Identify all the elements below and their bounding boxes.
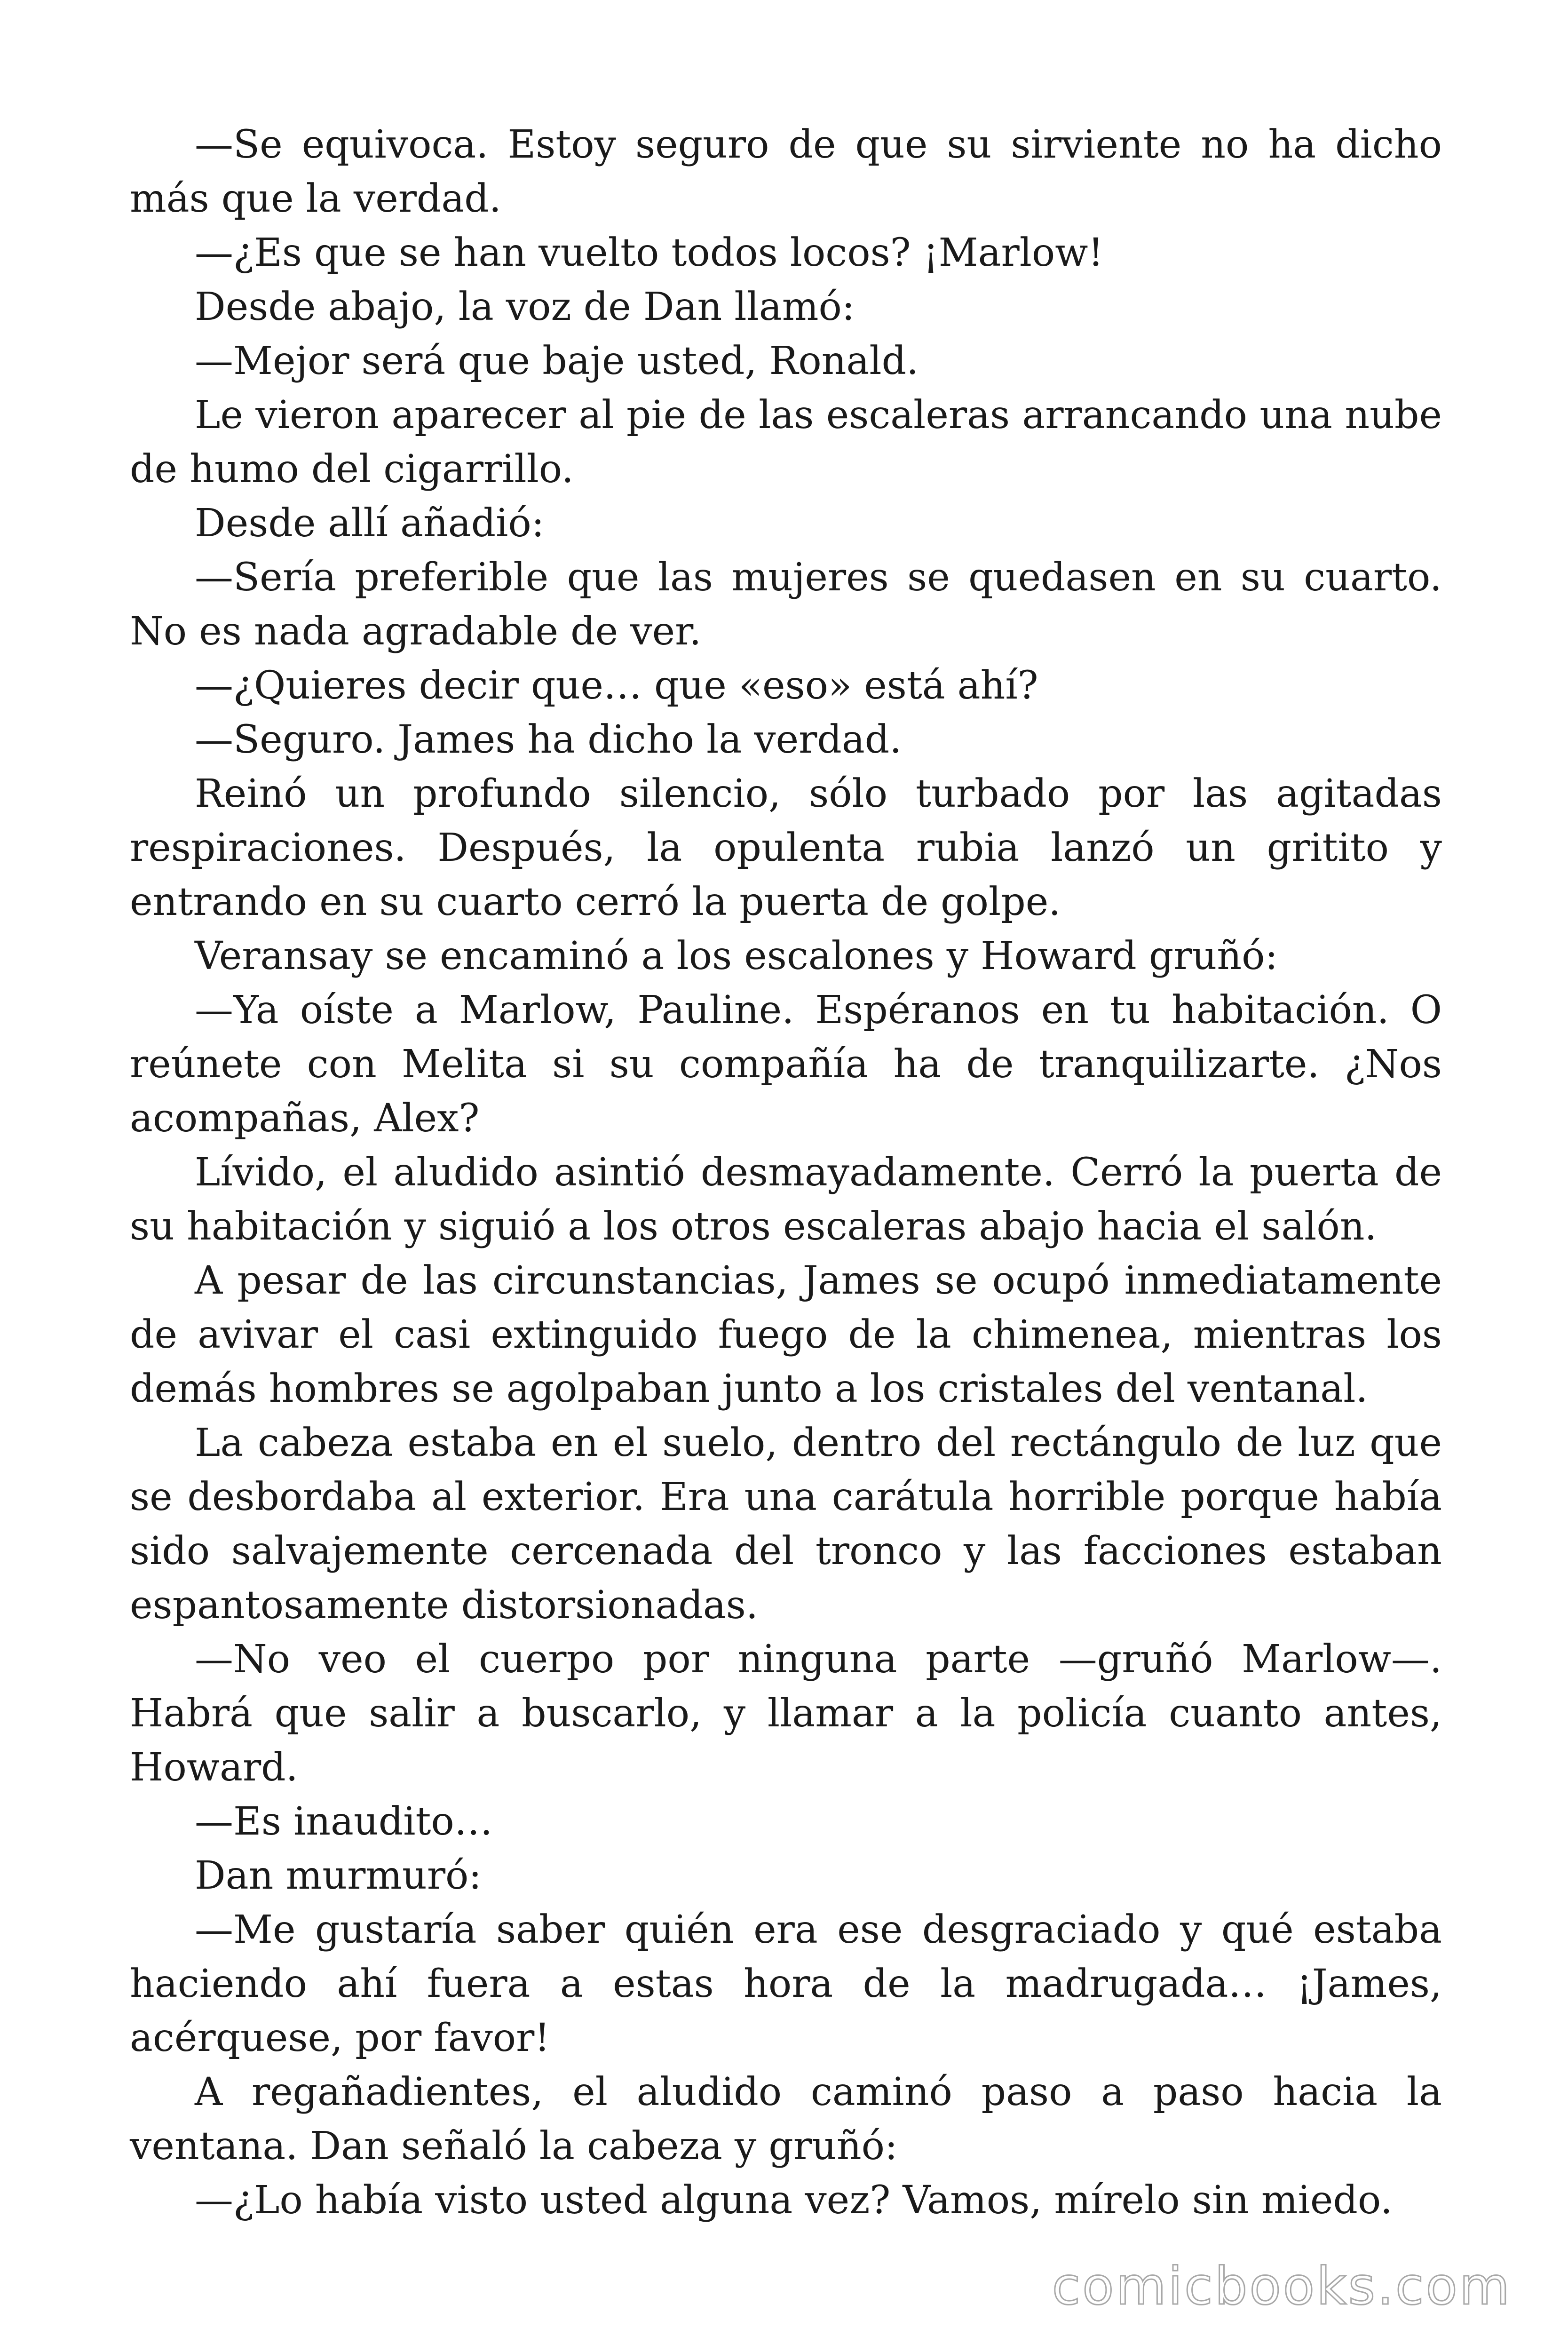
paragraph: A pesar de las circunstancias, James se ocupó inmediatamente de avivar el casi extinguido fuego de la chimenea, mientras los demás hombres se agolpaban junto a los cristales del ventanal. <box>130 1258 1442 1411</box>
paragraph: —¿Lo había visto usted alguna vez? Vamos, mírelo sin miedo. <box>195 2178 1393 2223</box>
paragraph: A regañadientes, el aludido caminó paso a paso hacia la ventana. Dan señaló la cabeza y gruñó: <box>130 2070 1442 2169</box>
paragraph: —¿Es que se han vuelto todos locos? ¡Marlow! <box>195 230 1104 275</box>
paragraph: Desde allí añadió: <box>195 501 545 546</box>
paragraph: Veransay se encaminó a los escalones y Howard gruñó: <box>195 934 1278 978</box>
paragraph: Dan murmuró: <box>195 1853 482 1898</box>
text-block <box>130 118 1442 2227</box>
paragraph: —No veo el cuerpo por ninguna parte —gruñó Marlow—. Habrá que salir a buscarlo, y llamar a la policía cuanto antes, Howard. <box>130 1637 1442 1790</box>
paragraph: La cabeza estaba en el suelo, dentro del rectángulo de luz que se desbordaba al exterior. Era una carátula horrible porque había sido salvajemente cercenada del tronco y las facciones estaban espantosamente distorsionadas. <box>130 1421 1442 1628</box>
watermark: comicbooks.com <box>1052 2256 1512 2316</box>
paragraph: —Mejor será que baje usted, Ronald. <box>195 339 919 383</box>
paragraph: Reinó un profundo silencio, sólo turbado por las agitadas respiraciones. Después, la opulenta rubia lanzó un gritito y entrando en su cuarto cerró la puerta de golpe. <box>130 771 1442 924</box>
paragraph: —Se equivoca. Estoy seguro de que su sirviente no ha dicho más que la verdad. <box>130 122 1442 221</box>
paragraph: —Me gustaría saber quién era ese desgraciado y qué estaba haciendo ahí fuera a estas hora de la madrugada… ¡James, acérquese, por favor! <box>130 1907 1442 2060</box>
paragraph: —Seguro. James ha dicho la verdad. <box>195 717 902 762</box>
paragraph: —Sería preferible que las mujeres se quedasen en su cuarto. No es nada agradable de ver. <box>130 555 1442 654</box>
paragraph: Desde abajo, la voz de Dan llamó: <box>195 285 855 329</box>
paragraph: —¿Quieres decir que… que «eso» está ahí? <box>195 663 1038 708</box>
paragraph: —Ya oíste a Marlow, Pauline. Espéranos en tu habitación. O reúnete con Melita si su compañía ha de tranquilizarte. ¿Nos acompañas, Alex? <box>130 988 1442 1141</box>
paragraph: —Es inaudito… <box>195 1799 493 1844</box>
paragraph: Lívido, el aludido asintió desmayadamente. Cerró la puerta de su habitación y siguió a los otros escaleras abajo hacia el salón. <box>130 1150 1442 1249</box>
paragraph: Le vieron aparecer al pie de las escaleras arrancando una nube de humo del cigarrillo. <box>130 393 1442 492</box>
